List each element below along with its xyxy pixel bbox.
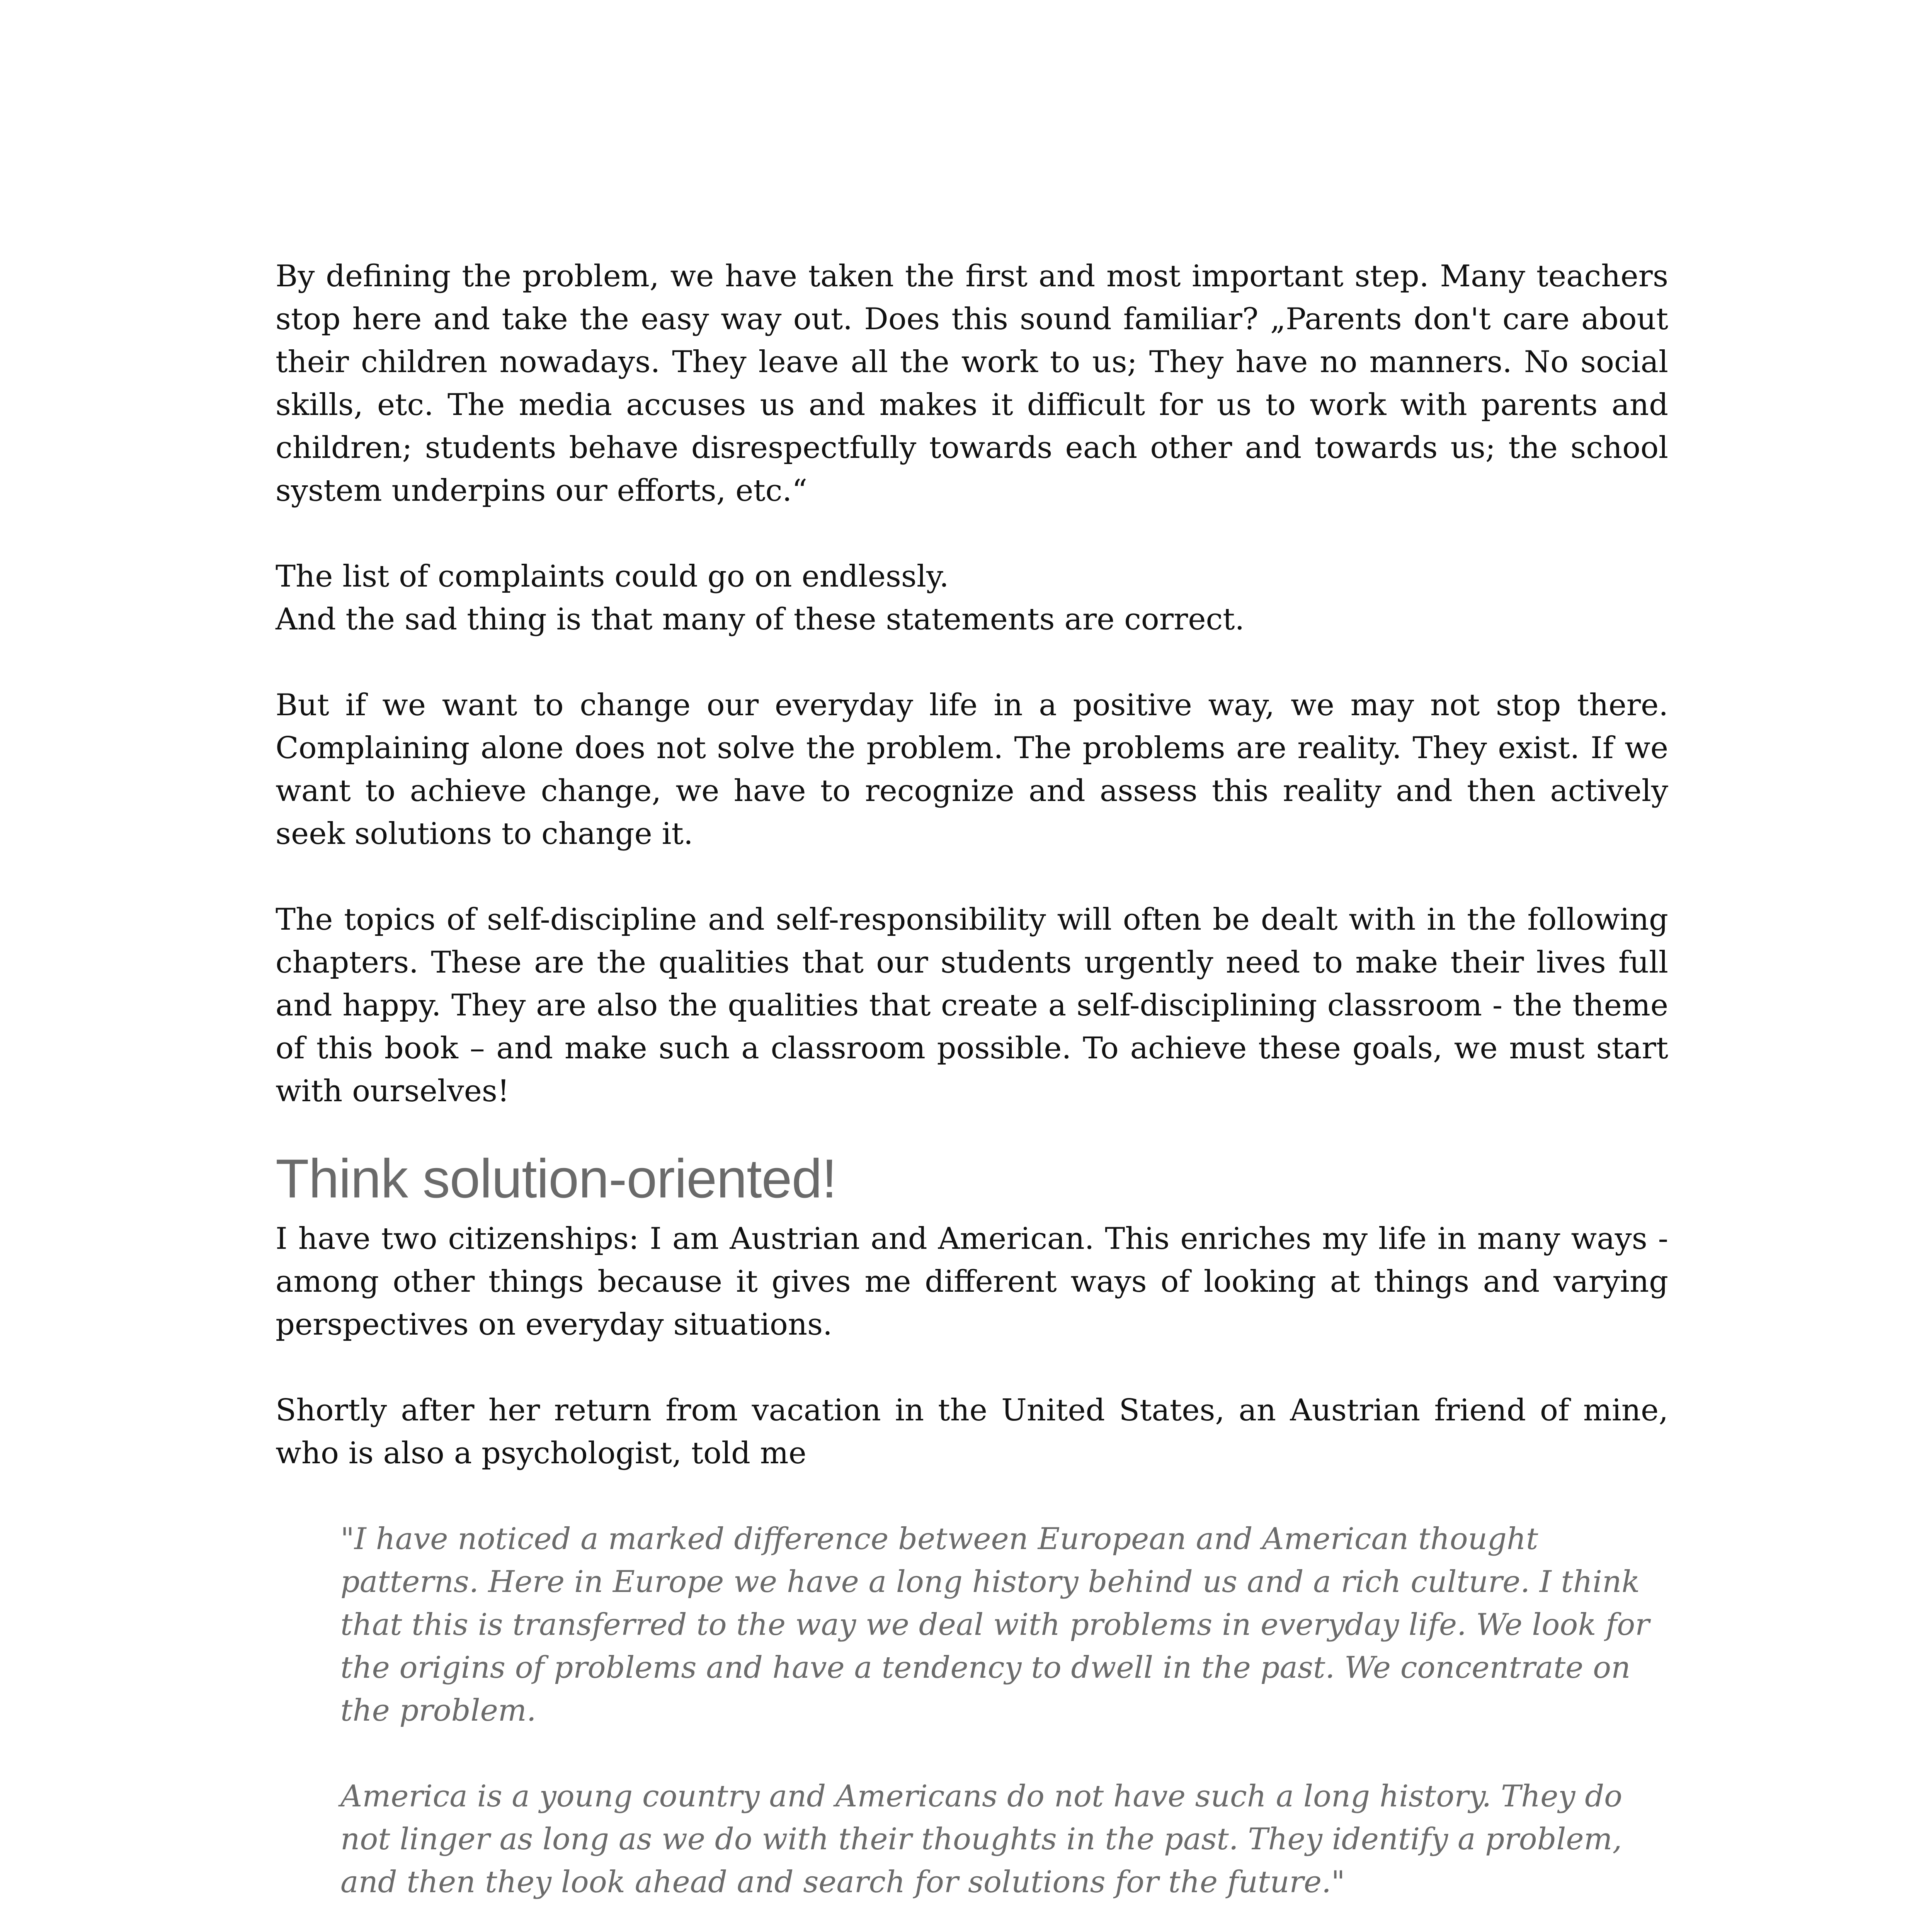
section-heading: Think solution-oriented! — [276, 1148, 837, 1209]
paragraph-austrian-friend: Shortly after her return from vacation in the United States, an Austrian friend of mine, who is also a psychologist, told me — [276, 1393, 1668, 1471]
quote-paragraph-europe: "I have noticed a marked difference between European and American thought patterns. Here in Europe we have a long history behind us and a rich culture. I think that this is transferred to the way we deal with problems in everyday life. We look for the origins of problems and have a tendency to dwell in the past. We concentrate on the problem. — [340, 1522, 1650, 1728]
page-body — [276, 255, 1668, 1932]
block-quote — [276, 1518, 1668, 1904]
paragraph-defining-problem: By defining the problem, we have taken the first and most important step. Many teachers stop here and take the easy way out. Does this sound familiar? „Parents don't care about their children nowadays. They leave all the work to us; They have no manners. No social skills, etc. The media accuses us and makes it difficult for us to work with parents and children; students behave disrespectfully towards each other and towards us; the school system underpins our efforts, etc.“ — [276, 259, 1668, 508]
quote-paragraph-america: America is a young country and Americans do not have such a long history. They do not linger as long as we do with their thoughts in the past. They identify a problem, and then they look ahead and search for solutions for the future." — [340, 1779, 1623, 1900]
paragraph-self-discipline: The topics of self-discipline and self-responsibility will often be dealt with in the following chapters. These are the qualities that our students urgently need to make their lives full and happy. They are also the qualities that create a self-disciplining classroom - the theme of this book – and make such a classroom possible. To achieve these goals, we must start with ourselves! — [276, 902, 1668, 1109]
paragraph-sad-thing: And the sad thing is that many of these statements are correct. — [276, 602, 1245, 637]
paragraph-citizenships: I have two citizenships: I am Austrian and American. This enriches my life in many ways - among other things because it gives me different ways of looking at things and varying perspectives on everyday situations. — [276, 1221, 1668, 1342]
paragraph-change-everyday-life: But if we want to change our everyday life in a positive way, we may not stop there. Complaining alone does not solve the problem. The problems are reality. They exist. If we want to achieve change, we have to recognize and assess this reality and then actively seek solutions to change it. — [276, 688, 1668, 851]
paragraph-list-of-complaints: The list of complaints could go on endlessly. — [276, 559, 949, 594]
